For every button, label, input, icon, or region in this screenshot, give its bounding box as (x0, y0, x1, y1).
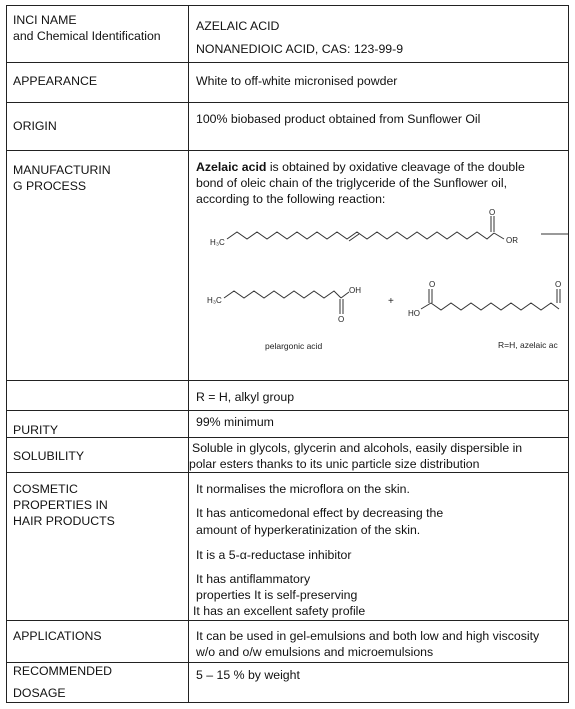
cosmetic-property-antiflammatory-1: It has antiflammatory (196, 572, 311, 586)
product1-oh-label: OH (349, 286, 361, 295)
product2-oxygen2-label: O (555, 280, 562, 289)
reaction-scheme (189, 203, 568, 353)
product1-oxygen-label: O (338, 315, 345, 324)
cosmetic-property-antiflammatory-2: properties It is self-preserving (196, 588, 358, 602)
purity-label: PURITY (13, 423, 59, 437)
cosmetic-property-safety: It has an excellent safety profile (193, 604, 366, 618)
row-appearance (7, 63, 568, 103)
ester-oxygen-label: O (489, 208, 496, 217)
pelargonic-acid-caption: pelargonic acid (265, 341, 323, 351)
purity-value: 99% minimum (196, 415, 274, 429)
pelargonic-acid-chain (224, 291, 341, 298)
applications-line-2: w/o and o/w emulsions and microemulsions (196, 645, 434, 659)
oleic-chain-bond-line (227, 232, 494, 239)
origin-value: 100% biobased product obtained from Sunflower Oil (196, 112, 481, 126)
specification-table (6, 5, 569, 703)
row-solubility (7, 438, 568, 473)
solubility-line-1: Soluble in glycols, glycerin and alcohols, easily dispersible in (192, 441, 523, 455)
product2-oxygen-label: O (429, 280, 436, 289)
cosmetic-property-anticomedonal-1: It has anticomedonal effect by decreasing the (196, 506, 444, 520)
cosmetic-property-microflora: It normalises the microflora on the skin. (196, 482, 410, 496)
row-cosmetic-properties (7, 473, 568, 621)
cosmetic-property-anticomedonal-2: amount of hyperkeratinization of the skin. (196, 523, 421, 537)
product2-ho-label: HO (408, 309, 420, 318)
azelaic-acid-term: Azelaic acid (196, 160, 267, 174)
appearance-value: White to off-white micronised powder (196, 74, 398, 88)
double-bond-line (349, 234, 359, 241)
row-manufacturing-process (7, 151, 568, 381)
cosmetic-properties-label: COSMETIC PROPERTIES IN HAIR PRODUCTS (13, 482, 115, 528)
cosmetic-property-reductase: It is a 5-α-reductase inhibitor (196, 548, 352, 562)
chemical-identification-value: NONANEDIOIC ACID, CAS: 123-99-9 (196, 42, 404, 56)
manufacturing-process-label: MANUFACTURIN G PROCESS (13, 163, 111, 193)
appearance-label: APPEARANCE (13, 74, 98, 88)
recommended-dosage-label-1: RECOMMENDED (13, 664, 113, 678)
row-r-note (7, 381, 568, 411)
manufacturing-line-1 (196, 159, 525, 175)
solubility-label: SOLUBILITY (13, 449, 85, 463)
reactant-or-label: OR (506, 236, 518, 245)
r-group-note: R = H, alkyl group (196, 390, 295, 404)
applications-line-1: It can be used in gel-emulsions and both low and high viscosity (196, 629, 540, 643)
manufacturing-line-1-rest: is obtained by oxidative cleavage of the double (266, 160, 525, 174)
azelaic-acid-chain (431, 303, 559, 310)
azelaic-acid-caption: R=H, azelaic ac (498, 340, 558, 350)
row-purity (7, 411, 568, 438)
reactant-ch3-label: H₃C (210, 238, 225, 247)
applications-label: APPLICATIONS (13, 629, 102, 643)
manufacturing-line-2: bond of oleic chain of the triglyceride of the Sunflower oil, (196, 176, 508, 190)
row-recommended-dosage (7, 663, 568, 702)
inci-name-value: AZELAIC ACID (196, 19, 280, 33)
solubility-line-2: polar esters thanks to its unic particle size distribution (189, 457, 480, 471)
row-origin (7, 103, 568, 151)
product1-ch3-label: H₃C (207, 296, 222, 305)
manufacturing-line-3: according to the following reaction: (196, 192, 386, 206)
row-applications (7, 621, 568, 663)
row-inci-name (7, 6, 568, 63)
plus-sign: + (388, 296, 394, 307)
recommended-dosage-value: 5 – 15 % by weight (196, 668, 300, 682)
inci-name-label: INCI NAME and Chemical Identification (13, 13, 161, 43)
recommended-dosage-label-2: DOSAGE (13, 686, 66, 700)
origin-label: ORIGIN (13, 119, 57, 133)
